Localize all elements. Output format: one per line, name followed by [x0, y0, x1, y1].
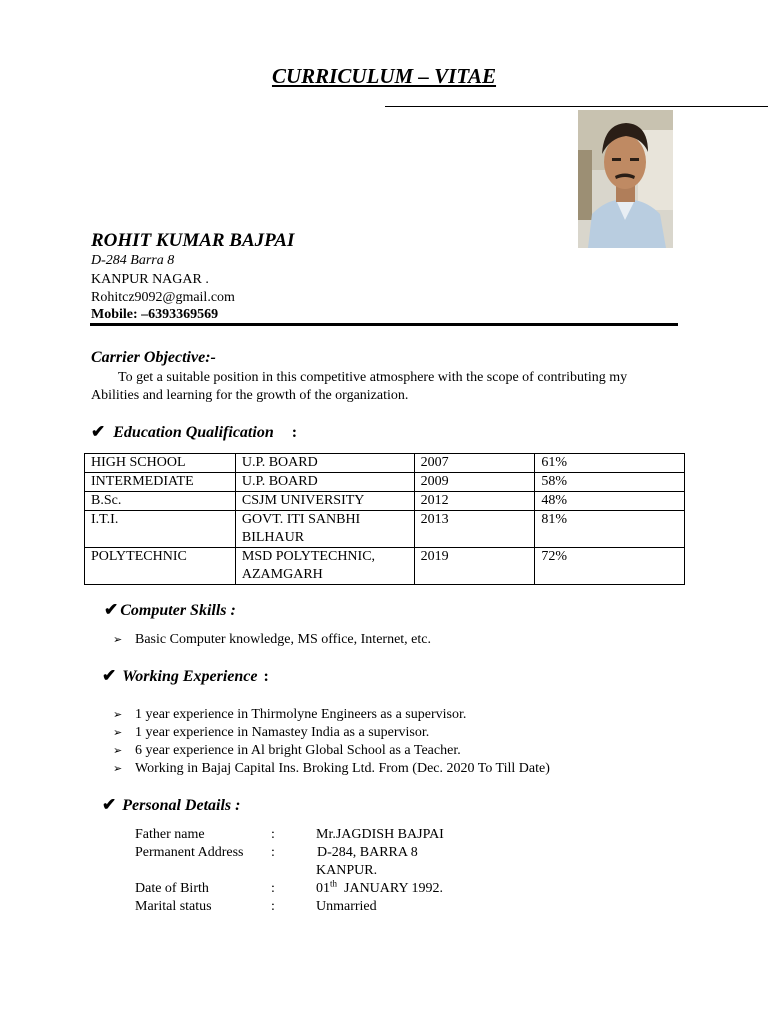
profile-photo	[578, 110, 673, 248]
arrow-bullet-icon: ➢	[113, 763, 123, 775]
education-board-line-2: BILHAUR	[241, 530, 305, 545]
father-label: Father name	[135, 827, 205, 842]
list-item-text: 1 year experience in Namastey India as a supervisor.	[135, 725, 430, 740]
education-percent: 81%	[535, 511, 685, 548]
education-course: I.T.I.	[85, 511, 236, 548]
list-item	[113, 724, 550, 742]
title-rule	[385, 106, 768, 107]
education-board	[235, 492, 414, 511]
education-course: POLYTECHNIC	[85, 548, 236, 585]
education-year: 2013	[414, 511, 535, 548]
education-board	[235, 473, 414, 492]
education-year: 2009	[414, 473, 535, 492]
education-row	[85, 454, 685, 473]
education-board	[235, 548, 414, 585]
list-item	[113, 631, 431, 649]
address-line-2: KANPUR NAGAR .	[91, 272, 209, 287]
education-percent: 72%	[535, 548, 685, 585]
education-board-line-1: CSJM UNIVERSITY	[241, 493, 365, 508]
objective-line-1: To get a suitable position in this competitive atmosphere with the scope of contributing my	[118, 370, 628, 385]
document-title: CURRICULUM – VITAE	[271, 64, 497, 88]
education-course: B.Sc.	[85, 492, 236, 511]
list-item	[113, 742, 550, 760]
address-value-2: KANPUR.	[316, 863, 378, 878]
personal-heading	[102, 795, 240, 815]
dob-rest: JANUARY 1992.	[344, 881, 444, 896]
education-percent: 58%	[535, 473, 685, 492]
address-value-1: D-284, BARRA 8	[317, 845, 418, 860]
education-heading-text: Education Qualification	[113, 424, 274, 441]
computer-skills-heading-text: Computer Skills :	[120, 602, 236, 619]
objective-line-2: Abilities and learning for the growth of the organization.	[91, 388, 409, 403]
education-percent: 61%	[535, 454, 685, 473]
candidate-name: ROHIT KUMAR BAJPAI	[91, 230, 295, 251]
experience-heading-text: Working Experience	[122, 668, 258, 685]
education-table	[84, 453, 685, 585]
colon: :	[271, 845, 275, 860]
computer-skills-heading	[104, 600, 236, 620]
experience-colon: :	[263, 668, 269, 685]
mobile-text: Mobile: –6393369569	[91, 307, 219, 322]
education-row	[85, 492, 685, 511]
header-rule	[90, 323, 678, 326]
arrow-bullet-icon: ➢	[113, 634, 123, 646]
address-label: Permanent Address	[135, 845, 244, 860]
check-mark-icon: ✔	[104, 600, 119, 619]
dob-label: Date of Birth	[135, 881, 209, 896]
education-year: 2019	[414, 548, 535, 585]
list-item-text: Working in Bajaj Capital Ins. Broking Ltd. From (Dec. 2020 To Till Date)	[135, 761, 550, 776]
colon: :	[271, 881, 275, 896]
education-colon: :	[291, 424, 298, 441]
personal-heading-text: Personal Details :	[122, 797, 241, 814]
colon: :	[271, 899, 275, 914]
education-board-line-1: GOVT. ITI SANBHI	[241, 512, 361, 527]
check-mark-icon: ✔	[102, 666, 117, 685]
education-course: HIGH SCHOOL	[85, 454, 236, 473]
dob-value	[316, 880, 443, 898]
experience-heading	[102, 666, 269, 686]
list-item-text: 6 year experience in Al bright Global School as a Teacher.	[135, 743, 461, 758]
education-course: INTERMEDIATE	[85, 473, 236, 492]
education-year: 2007	[414, 454, 535, 473]
list-item	[113, 760, 550, 778]
list-item-text: Basic Computer knowledge, MS office, Internet, etc.	[135, 632, 431, 647]
education-heading	[91, 422, 297, 442]
experience-list	[113, 706, 550, 778]
education-board	[235, 511, 414, 548]
father-value: Mr.JAGDISH BAJPAI	[316, 827, 444, 842]
education-board-line-1: MSD POLYTECHNIC,	[241, 549, 376, 564]
colon: :	[271, 827, 275, 842]
education-board	[235, 454, 414, 473]
education-percent: 48%	[535, 492, 685, 511]
list-item-text: 1 year experience in Thirmolyne Engineers as a supervisor.	[135, 707, 467, 722]
education-row	[85, 511, 685, 548]
education-board-line-2: AZAMGARH	[241, 567, 323, 582]
education-row	[85, 548, 685, 585]
education-year: 2012	[414, 492, 535, 511]
email-text: Rohitcz9092@gmail.com	[91, 290, 235, 305]
marital-value: Unmarried	[316, 899, 377, 914]
arrow-bullet-icon: ➢	[113, 727, 123, 739]
marital-label: Marital status	[135, 899, 212, 914]
education-board-line-1: U.P. BOARD	[241, 474, 318, 489]
check-mark-icon: ✔	[91, 422, 106, 441]
arrow-bullet-icon: ➢	[113, 709, 123, 721]
objective-heading: Carrier Objective:-	[91, 349, 216, 366]
education-board-line-1: U.P. BOARD	[241, 455, 318, 470]
person-photo-icon	[578, 110, 673, 248]
computer-skills-list	[113, 631, 431, 649]
arrow-bullet-icon: ➢	[113, 745, 123, 757]
dob-suffix: th	[330, 878, 338, 889]
address-line-1: D-284 Barra 8	[91, 253, 175, 268]
education-row	[85, 473, 685, 492]
dob-day: 01	[316, 881, 330, 896]
check-mark-icon: ✔	[102, 795, 117, 814]
list-item	[113, 706, 550, 724]
